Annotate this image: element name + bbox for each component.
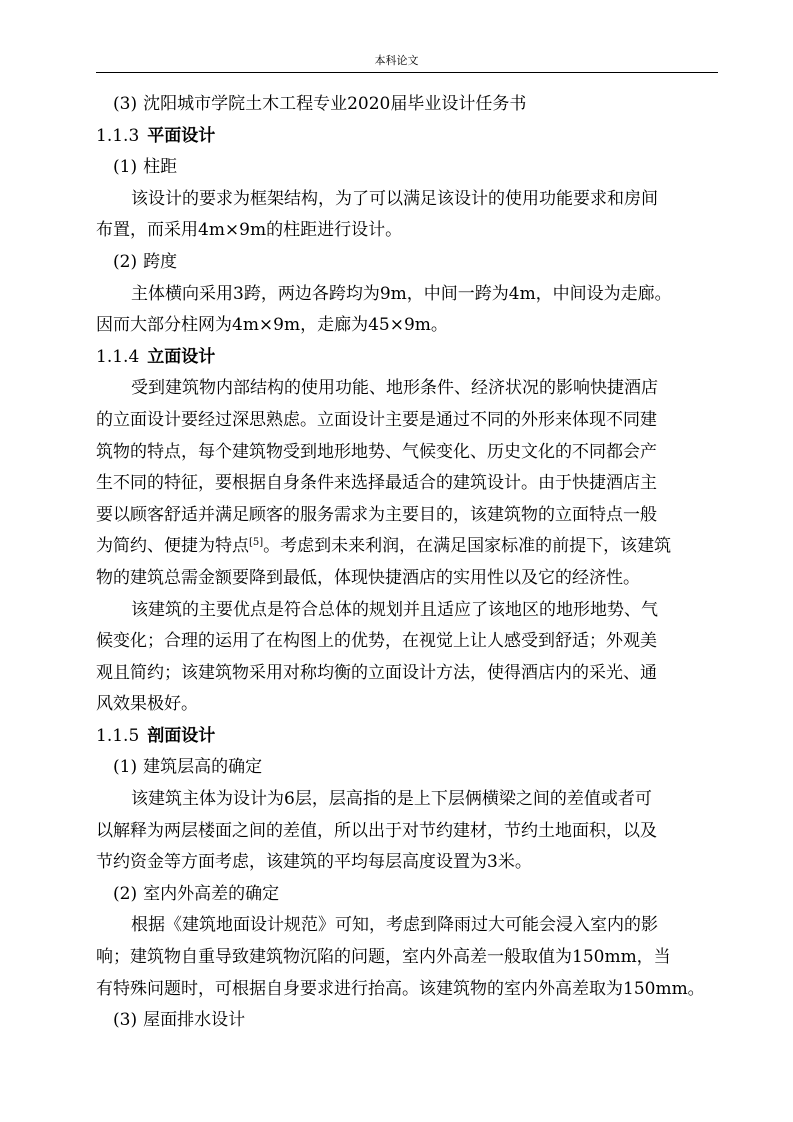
section-title: 平面设计 (147, 125, 216, 146)
paragraph-text: 物的建筑总需金额要降到最低，体现快捷酒店的实用性以及它的经济性。 (96, 567, 640, 588)
paragraph-line (96, 847, 718, 879)
item-title: 沈阳城市学院土木工程专业2020届毕业设计任务书 (143, 94, 527, 114)
subsection-item (96, 879, 718, 911)
section-title: 立面设计 (147, 346, 216, 367)
paragraph-text: 有特殊问题时，可根据自身要求进行抬高。该建筑物的室内外高差取为150mm。 (96, 978, 705, 999)
item-title: 柱距 (143, 157, 178, 178)
paragraph-text: 该建筑的主要优点是符合总体的规划并且适应了该地区的地形地势、气 (131, 599, 658, 620)
section-heading (96, 721, 718, 753)
paragraph-line (96, 468, 718, 500)
page-header: 本科论文 (374, 54, 419, 67)
paragraph-text: 生不同的特征，要根据自身条件来选择最适合的建筑设计。由于快捷酒店主 (96, 473, 657, 494)
paragraph-text: 根据《建筑地面设计规范》可知，考虑到降雨过大可能会浸入室内的影 (131, 915, 658, 936)
item-number: (3) (113, 94, 138, 114)
subsection-item (96, 152, 718, 184)
item-title: 建筑层高的确定 (143, 757, 263, 778)
subsection-item (96, 1005, 718, 1037)
paragraph-text: 风效果极好。 (96, 694, 198, 715)
paragraph-line (96, 658, 718, 690)
item-number: (2) (113, 251, 138, 272)
section-number: 1.1.5 (96, 725, 140, 746)
paragraph-line (96, 910, 718, 942)
paragraph-text: 。考虑到未来利润，在满足国家标准的前提下，该建筑 (263, 536, 672, 557)
item-number: (2) (113, 883, 138, 904)
paragraph-text: 节约资金等方面考虑，该建筑的平均每层高度设置为3米。 (96, 852, 532, 873)
paragraph-line (96, 942, 718, 974)
paragraph-text: 的立面设计要经过深思熟虑。立面设计主要是通过不同的外形来体现不同建 (96, 409, 657, 430)
paragraph-line (96, 531, 718, 563)
paragraph-text: 因而大部分柱网为4m×9m，走廊为45×9m。 (96, 315, 448, 336)
section-number: 1.1.4 (96, 346, 140, 367)
section-title: 剖面设计 (147, 725, 216, 746)
paragraph-text: 受到建筑物内部结构的使用功能、地形条件、经济状况的影响快捷酒店 (131, 378, 658, 399)
paragraph-line (96, 184, 718, 216)
paragraph-line (96, 215, 718, 247)
paragraph-line (96, 310, 718, 342)
paragraph-line (96, 500, 718, 532)
subsection-item (96, 89, 718, 121)
section-heading (96, 342, 718, 374)
item-title: 屋面排水设计 (143, 1010, 246, 1031)
item-number: (3) (113, 1010, 138, 1031)
paragraph-text: 该设计的要求为框架结构，为了可以满足该设计的使用功能要求和房间 (131, 188, 658, 209)
section-number: 1.1.3 (96, 125, 140, 146)
paragraph-text: 该建筑主体为设计为6层，层高指的是上下层俩横梁之间的差值或者可 (131, 789, 652, 810)
item-title: 跨度 (143, 251, 178, 272)
paragraph-line (96, 405, 718, 437)
paragraph-line (96, 816, 718, 848)
paragraph-text: 观且简约；该建筑物采用对称均衡的立面设计方法，使得酒店内的采光、通 (96, 662, 657, 683)
paragraph-text: 为简约、便捷为特点 (96, 536, 249, 557)
paragraph-text: 筑物的特点，每个建筑物受到地形地势、气候变化、历史文化的不同都会产 (96, 441, 657, 462)
paragraph-line (96, 279, 718, 311)
paragraph-text: 主体横向采用3跨，两边各跨均为9m，中间一跨为4m，中间设为走廊。 (131, 283, 672, 304)
paragraph-text: 响；建筑物自重导致建筑物沉陷的问题，室内外高差一般取值为150mm，当 (96, 947, 671, 968)
paragraph-line (96, 974, 718, 1006)
citation-reference: [5] (249, 537, 264, 549)
subsection-item (96, 752, 718, 784)
section-heading (96, 121, 718, 153)
paragraph-line (96, 437, 718, 469)
subsection-item (96, 247, 718, 279)
header-divider (96, 72, 718, 73)
paragraph-text: 候变化；合理的运用了在构图上的优势，在视觉上让人感受到舒适；外观美 (96, 631, 657, 652)
item-number: (1) (113, 757, 138, 778)
paragraph-text: 要以顾客舒适并满足顾客的服务需求为主要目的，该建筑物的立面特点一般 (96, 504, 657, 525)
paragraph-line (96, 626, 718, 658)
paragraph-text: 布置，而采用4m×9m的柱距进行设计。 (96, 220, 403, 241)
paragraph-line (96, 689, 718, 721)
paragraph-line (96, 563, 718, 595)
paragraph-text: 以解释为两层楼面之间的差值，所以出于对节约建材，节约土地面积，以及 (96, 820, 657, 841)
item-title: 室内外高差的确定 (143, 883, 280, 904)
item-number: (1) (113, 157, 138, 178)
paragraph-line (96, 595, 718, 627)
paragraph-line (96, 373, 718, 405)
document-body (96, 89, 718, 1037)
paragraph-line (96, 784, 718, 816)
